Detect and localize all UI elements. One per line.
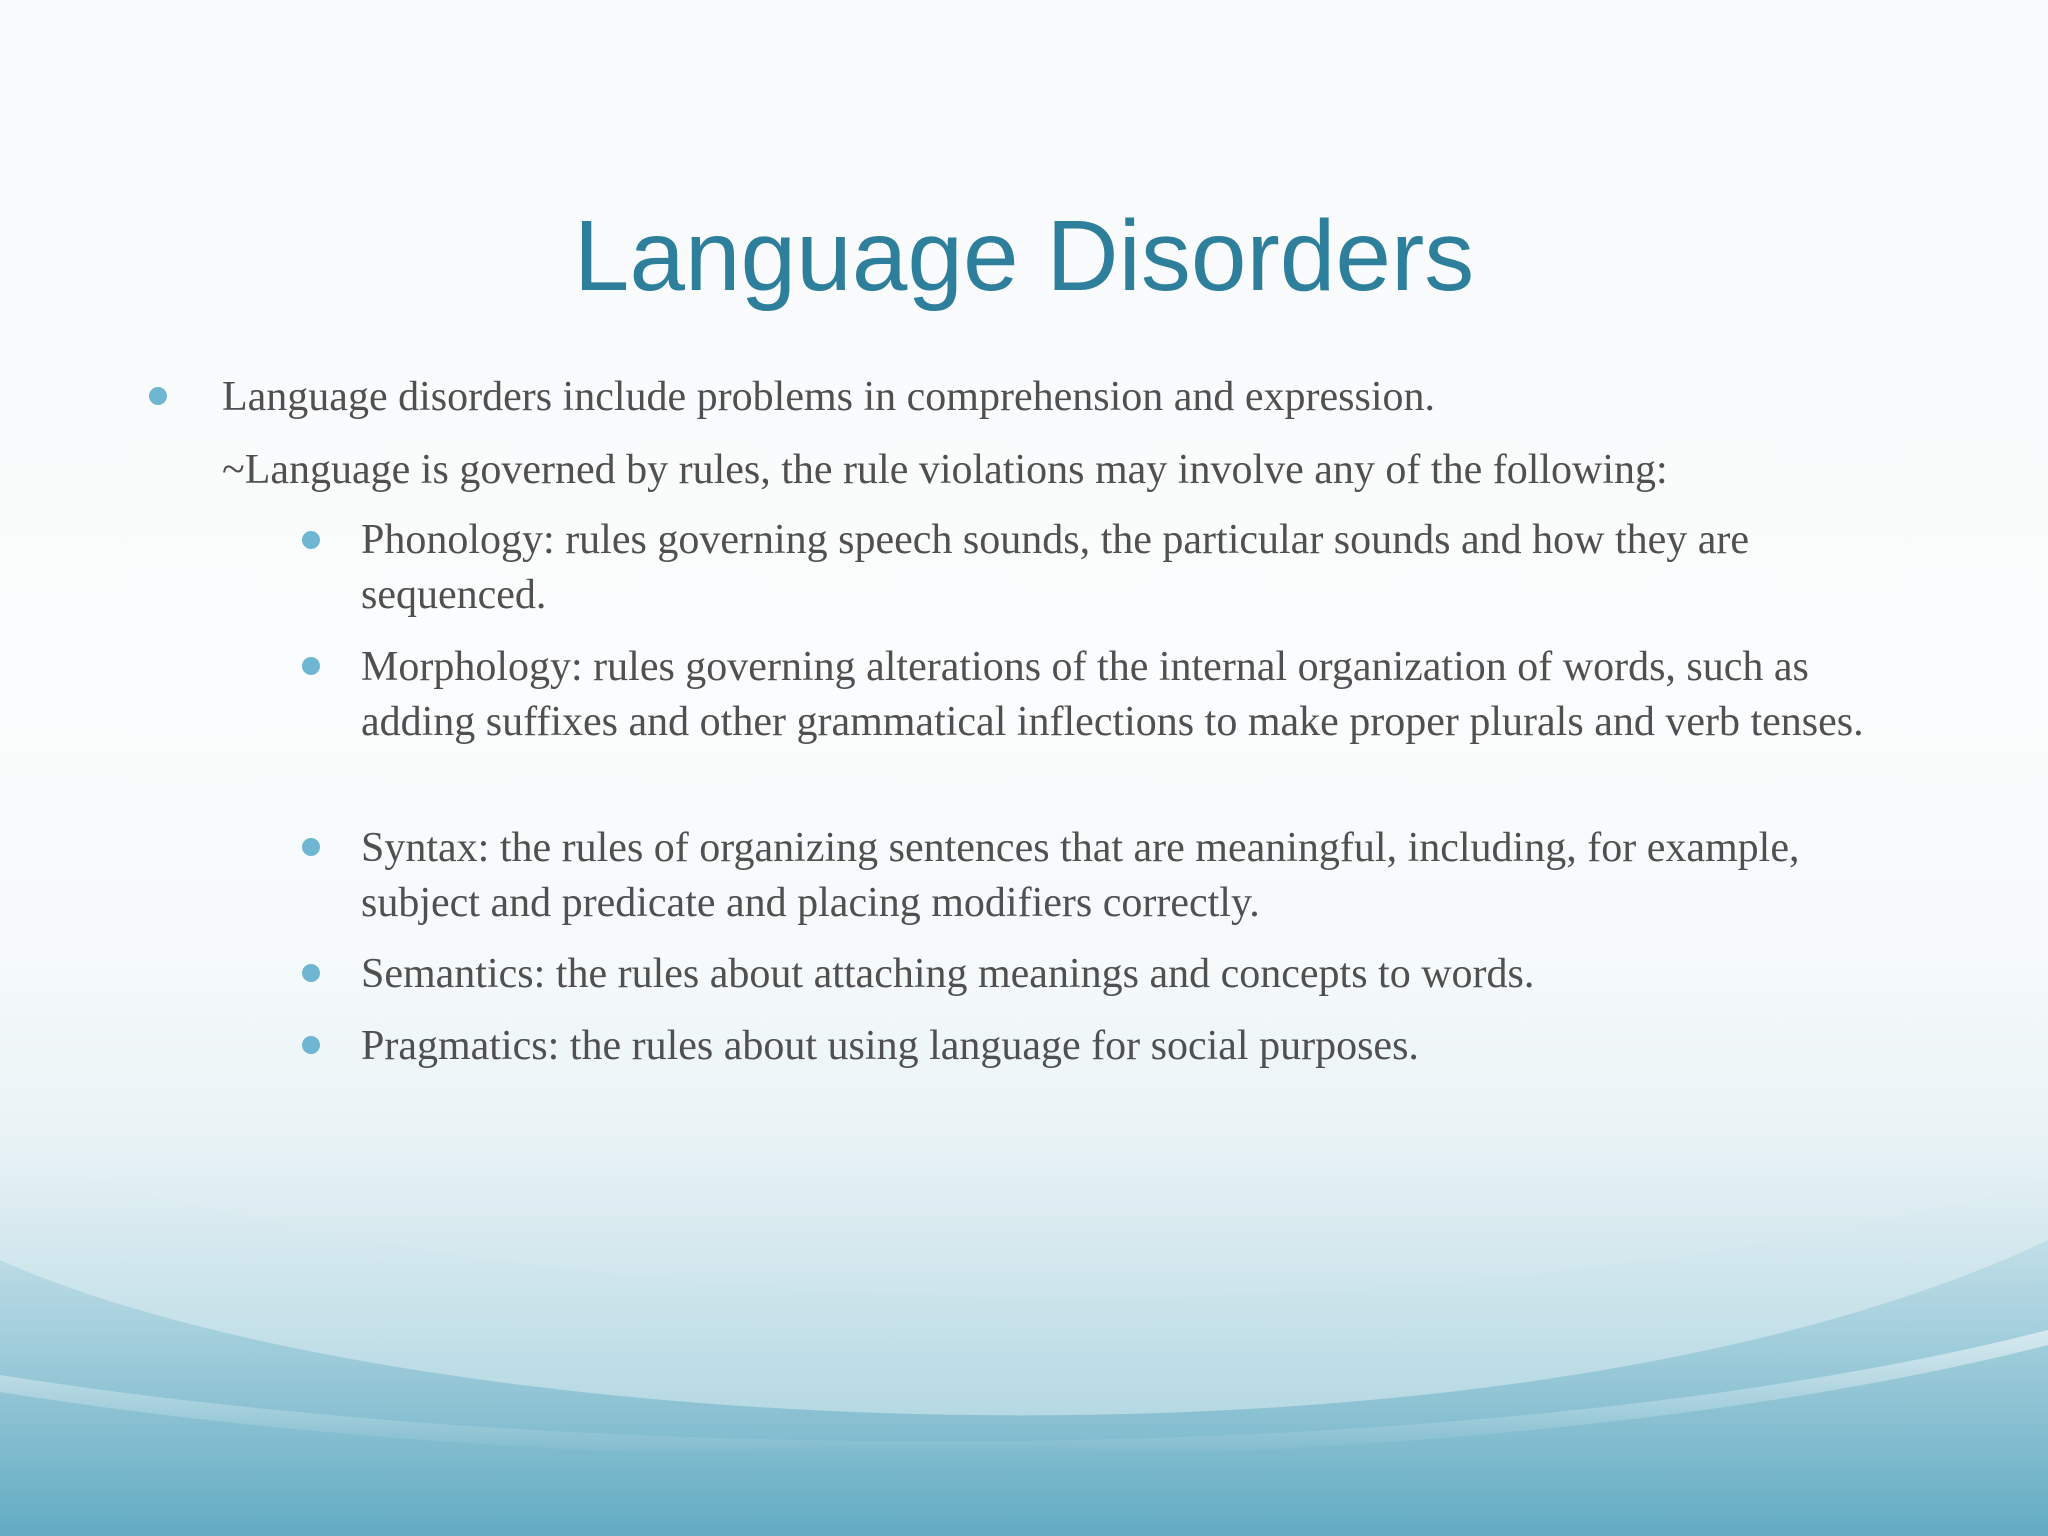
- slide-title: Language Disorders: [573, 200, 1475, 312]
- bullet-icon: [302, 531, 320, 549]
- list-item-pragmatics: Pragmatics: the rules about using language for social purposes.: [361, 1023, 1419, 1069]
- intro-text: Language disorders include problems in comprehension and expression.: [222, 374, 1436, 420]
- rules-line: ~Language is governed by rules, the rule violations may involve any of the following:: [222, 447, 1668, 493]
- list-item-morphology: Morphology: rules governing alterations of the internal organization of words, such as adding suffixes and other grammatical inflections to make proper plurals and verb tenses.: [361, 644, 1864, 745]
- list-item-phonology: Phonology: rules governing speech sounds, the particular sounds and how they are sequenced.: [361, 517, 1750, 618]
- bullet-icon: [149, 387, 167, 405]
- list-item-syntax: Syntax: the rules of organizing sentences that are meaningful, including, for example, subject and predicate and placing modifiers correctly.: [361, 825, 1800, 926]
- list-item-semantics: Semantics: the rules about attaching meanings and concepts to words.: [361, 951, 1535, 997]
- bullet-icon: [302, 964, 320, 982]
- bullet-icon: [302, 657, 320, 675]
- bullet-icon: [302, 838, 320, 856]
- bullet-icon: [302, 1036, 320, 1054]
